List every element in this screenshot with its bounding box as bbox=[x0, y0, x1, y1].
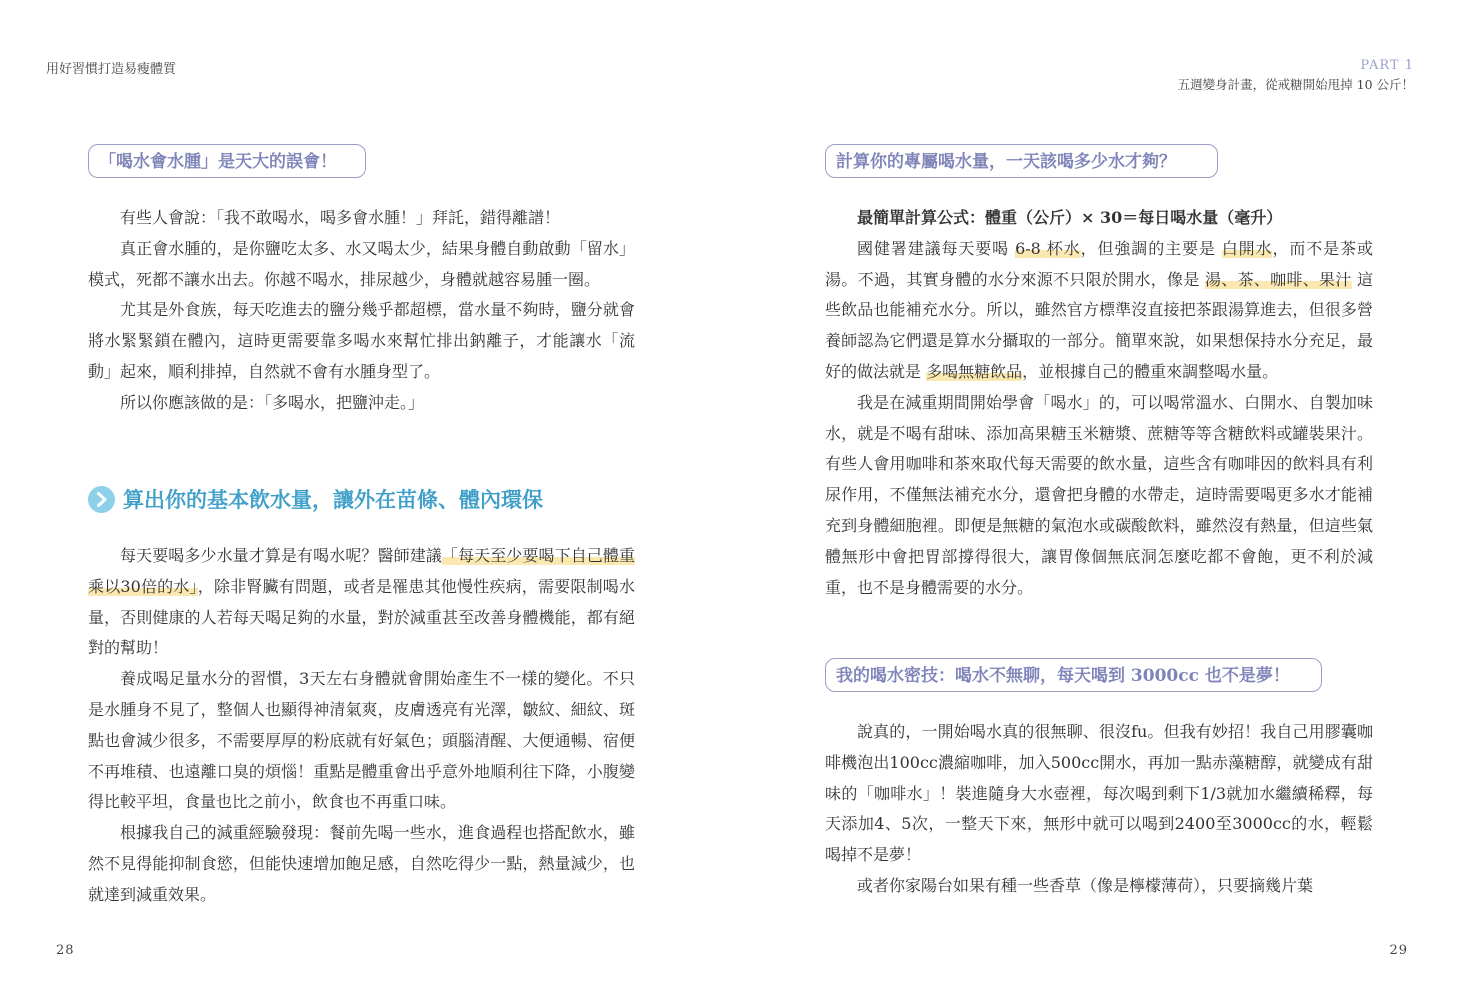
formula-text: 最簡單計算公式：體重（公斤）× 30＝每日喝水量（毫升） bbox=[857, 208, 1283, 227]
chevron-right-circle-icon bbox=[88, 486, 115, 513]
water-intake-body-text bbox=[88, 541, 635, 911]
text-run: ，而不是茶或湯。不過，其實身體的水分來源不只限於開水，像是 bbox=[825, 238, 1373, 289]
highlighted-text: 白開水 bbox=[1221, 238, 1273, 258]
text-run: ，但強調的主要是 bbox=[1080, 238, 1222, 258]
highlighted-text: 湯、茶、咖啡、果汁 bbox=[1205, 269, 1352, 289]
callout-heading-drinking-tips: 我的喝水密技：喝水不無聊，每天喝到 3000cc 也不是夢！ bbox=[825, 658, 1322, 692]
paragraph bbox=[825, 234, 1373, 388]
paragraph: 我是在減重期間開始學會「喝水」的，可以喝常溫水、白開水、自製加味水，就是不喝有甜味、添加高果糖玉米糖漿、蔗糖等等含糖飲料或罐裝果汁。有些人會用咖啡和茶來取代每天需要的飲水量，這些含有咖啡因的飲料具有利尿作用，不僅無法補充水分，還會把身體的水帶走，這時需要喝更多水才能補充到身體細胞裡。即便是無糖的氣泡水或碳酸飲料，雖然沒有熱量，但這些氣體無形中會把胃部撐得很大，讓胃像個無底洞怎麼吃都不會飽，更不利於減重，也不是身體需要的水分。 bbox=[825, 392, 1373, 597]
drinking-tips-body-text bbox=[825, 717, 1373, 902]
highlighted-text: 6-8 杯水 bbox=[1015, 238, 1081, 258]
part-label: PART 1 bbox=[1360, 58, 1414, 73]
paragraph: 尤其是外食族，每天吃進去的鹽分幾乎都超標，當水量不夠時，鹽分就會將水緊緊鎖在體內，這時更需要靠多喝水來幫忙排出鈉離子，才能讓水「流動」起來，順利排掉，自然就不會有水腫身型了。 bbox=[88, 300, 635, 381]
paragraph: 說真的，一開始喝水真的很無聊、很沒fu。但我有妙招！我自己用膠囊咖啡機泡出100cc濃縮咖啡，加入500cc開水，再加一點赤藻糖醇，就變成有甜味的「咖啡水」！裝進隨身大水壺裡，每次喝到剩下1/3就加水繼續稀釋，每天添加4、5次，一整天下來，無形中就可以喝到2400至3000cc的水，輕鬆喝掉不是夢！ bbox=[825, 722, 1373, 865]
right-page bbox=[735, 0, 1470, 1000]
section-title: 算出你的基本飲水量，讓外在苗條、體內環保 bbox=[123, 488, 543, 512]
paragraph: 真正會水腫的，是你鹽吃太多、水又喝太少，結果身體自動啟動「留水」模式，死都不讓水出去。你越不喝水，排尿越少，身體就越容易腫一圈。 bbox=[88, 238, 635, 289]
swelling-body-text bbox=[88, 203, 635, 419]
callout-heading-calculate-water: 計算你的專屬喝水量，一天該喝多少水才夠？ bbox=[825, 144, 1218, 178]
paragraph: 有些人會說：「我不敢喝水，喝多會水腫！」拜託，錯得離譜！ bbox=[120, 208, 561, 227]
calculate-water-body-text bbox=[825, 203, 1373, 603]
text-run: 這些飲品也能補充水分。所以，雖然官方標準沒直接把茶跟湯算進去，但很多營養師認為它們還是算水分攝取的一部分。簡單來說，如果想保持水分充足，最好的做法就是 bbox=[825, 269, 1373, 381]
text-run: ，並根據自己的體重來調整喝水量。 bbox=[1022, 361, 1279, 381]
paragraph bbox=[88, 541, 635, 664]
paragraph: 根據我自己的減重經驗發現：餐前先喝一些水，進食過程也搭配飲水，雖然不見得能抑制食慾，但能快速增加飽足感，自然吃得少一點，熱量減少，也就達到減重效果。 bbox=[88, 823, 635, 904]
page-number-left: 28 bbox=[56, 943, 75, 958]
page-number-right: 29 bbox=[1389, 943, 1408, 958]
running-head-right bbox=[1178, 56, 1414, 94]
chapter-title: 五週變身計畫，從戒糖開始甩掉 10 公斤！ bbox=[1177, 77, 1414, 92]
text-run: 國健署建議每天要喝 bbox=[857, 238, 1016, 258]
callout-heading-water-swelling: 「喝水會水腫」是天大的誤會！ bbox=[88, 144, 366, 178]
highlighted-text: 「每天至少要喝下自己體重乘以30倍的水」 bbox=[88, 546, 635, 596]
highlighted-text: 多喝無糖飲品 bbox=[926, 361, 1023, 381]
text-run: 每天要喝多少水量才算是有喝水呢？醫師建議 bbox=[120, 546, 442, 565]
paragraph: 或者你家陽台如果有種一些香草（像是檸檬薄荷），只要摘幾片葉 bbox=[857, 875, 1314, 895]
paragraph: 養成喝足量水分的習慣，3天左右身體就會開始產生不一樣的變化。不只是水腫身不見了，整個人也顯得神清氣爽，皮膚透亮有光澤，皺紋、細紋、斑點也會減少很多，不需要厚厚的粉底就有好氣色；頭腦清醒、大便通暢、宿便不再堆積、也遠離口臭的煩惱！重點是體重會出乎意外地順利往下降，小腹變得比較平坦，食量也比之前小，飲食也不再重口味。 bbox=[88, 669, 635, 812]
paragraph: 所以你應該做的是：「多喝水，把鹽沖走。」 bbox=[120, 392, 425, 412]
text-run: ，除非腎臟有問題，或者是罹患其他慢性疾病，需要限制喝水量，否則健康的人若每天喝足夠的水量，對於減重甚至改善身體機能，都有絕對的幫助！ bbox=[88, 576, 635, 658]
section-heading-water-intake bbox=[88, 484, 543, 514]
running-head-left: 用好習慣打造易瘦體質 bbox=[46, 62, 177, 77]
